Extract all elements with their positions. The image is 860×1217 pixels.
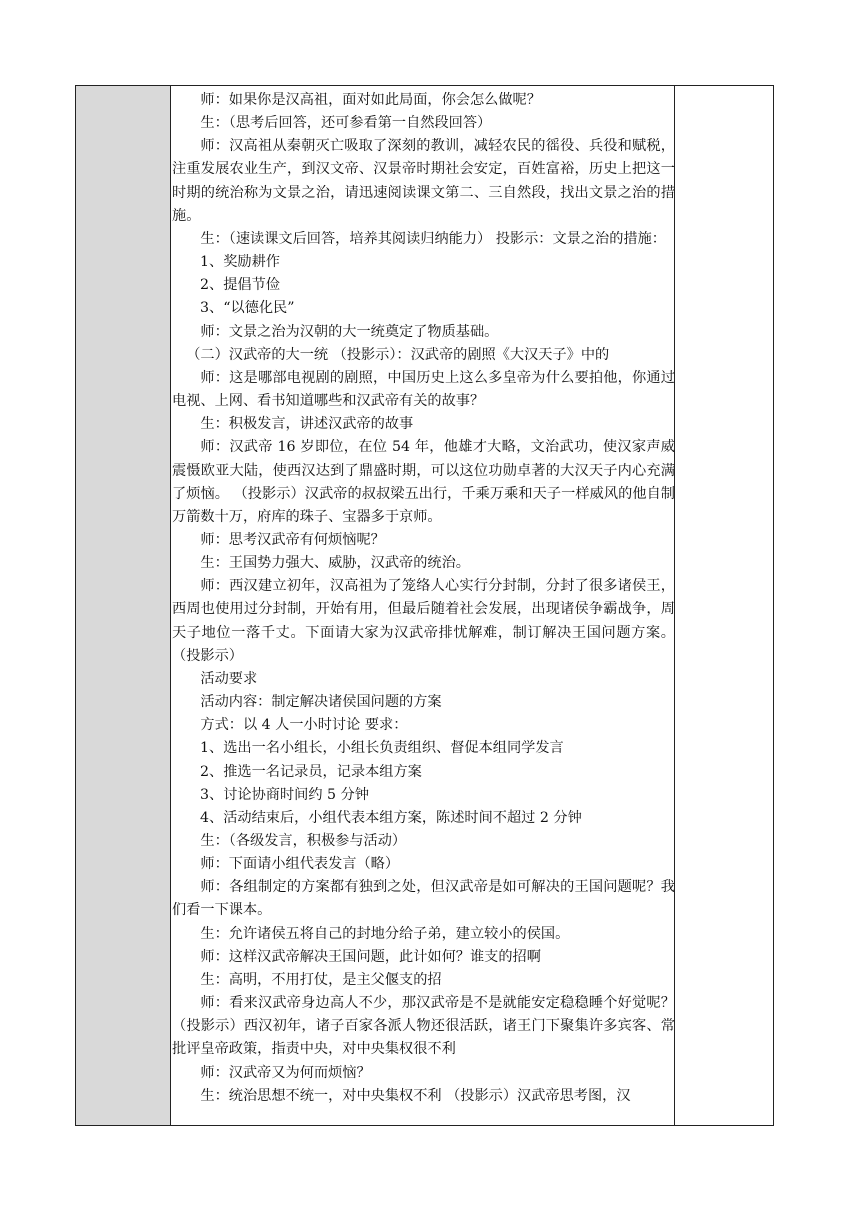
text-paragraph: 生：（速读课文后回答，培养其阅读归纳能力） 投影示：文景之治的措施： xyxy=(200,230,666,247)
text-paragraph: 师：文景之治为汉朝的大一统奠定了物质基础。 xyxy=(200,323,499,340)
text-paragraph: 生：王国势力强大、威胁，汉武帝的统治。 xyxy=(200,555,470,572)
text-paragraph: 1、选出一名小组长，小组长负责组织、督促本组同学发言 xyxy=(200,740,564,757)
right-column xyxy=(674,86,773,1125)
lesson-table xyxy=(75,85,774,1126)
text-paragraph: 生：统治思想不统一，对中央集权不利 （投影示）汉武帝思考图，汉 xyxy=(200,1087,631,1104)
text-paragraph: 1、奖励耕作 xyxy=(200,254,280,271)
text-paragraph: 生：（思考后回答，还可参看第一自然段回答） xyxy=(200,115,492,132)
text-paragraph: 师：汉武帝又为何而烦恼？ xyxy=(200,1064,371,1081)
text-paragraph: 2、提倡节俭 xyxy=(200,277,280,294)
text-paragraph: 3、“以德化民” xyxy=(200,300,295,317)
text-paragraph: 生：允许诸侯五将自己的封地分给子弟，建立较小的侯国。 xyxy=(200,925,570,942)
text-paragraph: 活动内容：制定解决诸侯国问题的方案 xyxy=(200,694,442,711)
text-paragraph: （二）汉武帝的大一统 （投影示）：汉武帝的剧照《大汉天子》中的 xyxy=(186,346,610,363)
text-paragraph: 师：汉武帝 16 岁即位，在位 54 年，他雄才大略，文治武功，使汉家声威震慑欧亚大陆，使西汉达到了鼎盛时期，可以这位功勋卓著的大汉天子内心充满了烦恼。 （投影示）汉武帝的叔叔梁五出行，千乘万乘和天子一样威风的他自制万箭数十万，府库的珠子、宝器多于京师。 xyxy=(172,439,675,525)
text-paragraph: 师：汉高祖从秦朝灭亡吸取了深刻的教训，减轻农民的徭役、兵役和赋税，注重发展农业生产，到汉文帝、汉景帝时期社会安定，百姓富裕，历史上把这一时期的统治称为文景之治，请迅速阅读课文第二、三自然段，找出文景之治的措施。 xyxy=(172,138,675,224)
text-paragraph: 4、活动结束后，小组代表本组方案，陈述时间不超过 2 分钟 xyxy=(200,809,582,826)
text-paragraph: 师：这样汉武帝解决王国问题，此计如何？谁支的招啊 xyxy=(200,948,541,965)
text-paragraph: 师：西汉建立初年，汉高祖为了笼络人心实行分封制，分封了很多诸侯王，西周也使用过分封制，开始有用，但最后随着社会发展，出现诸侯争霸战争，周天子地位一落千丈。下面请大家为汉武帝排忧解难，制订解决王国问题方案。 （投影示） xyxy=(172,578,680,664)
text-paragraph: 3、讨论协商时间约 5 分钟 xyxy=(200,786,369,803)
text-paragraph: 2、推选一名记录员，记录本组方案 xyxy=(200,763,422,780)
text-paragraph: 生：积极发言，讲述汉武帝的故事 xyxy=(200,416,414,433)
text-paragraph: 师：如果你是汉高祖，面对如此局面，你会怎么做呢？ xyxy=(200,92,541,108)
text-paragraph: 生：（各级发言，积极参与活动） xyxy=(200,833,407,849)
text-paragraph: 师：思考汉武帝有何烦恼呢？ xyxy=(200,531,385,548)
text-paragraph: 方式：以 4 人一小时讨论 要求： xyxy=(200,717,408,734)
text-paragraph: 活动要求 xyxy=(200,670,258,687)
text-paragraph: 生：高明，不用打仗，是主父偃支的招 xyxy=(200,971,442,988)
text-paragraph: 师：看来汉武帝身边高人不少，那汉武帝是不是就能安定稳稳睡个好觉呢？ （投影示）西汉初年，诸子百家各派人物还很活跃，诸王门下聚集许多宾客、常批评皇帝政策，指责中央，对中央集权很不利 xyxy=(172,995,680,1058)
lesson-content xyxy=(172,89,680,1108)
text-paragraph: 师：各组制定的方案都有独到之处，但汉武帝是如可解决的王国问题呢？我们看一下课本。 xyxy=(172,879,675,919)
text-paragraph: 师：下面请小组代表发言（略） xyxy=(200,856,400,873)
text-paragraph: 师：这是哪部电视剧的剧照，中国历史上这么多皇帝为什么要拍他，你通过电视、上网、看书知道哪些和汉武帝有关的故事？ xyxy=(172,369,675,410)
left-column xyxy=(76,86,171,1125)
